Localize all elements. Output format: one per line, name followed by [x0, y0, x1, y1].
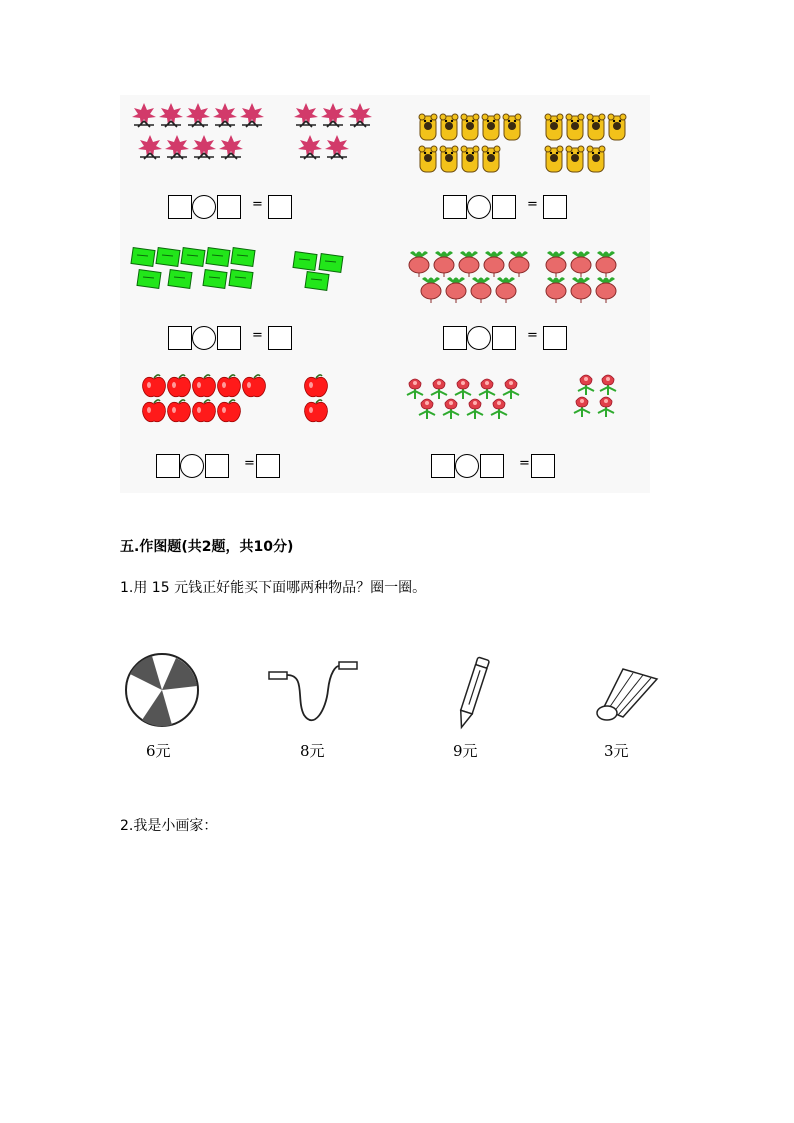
- result-box[interactable]: [256, 454, 280, 478]
- operator-circle[interactable]: [180, 454, 204, 478]
- equation-blank[interactable]: [443, 326, 573, 350]
- section-title: 五.作图题(共2题，共10分): [120, 539, 294, 555]
- answer-box[interactable]: [156, 454, 180, 478]
- answer-box[interactable]: [205, 454, 229, 478]
- question-2-text: 2.我是小画家：: [120, 818, 218, 834]
- equals-sign: =: [252, 328, 263, 343]
- counting-exercise-panel: [120, 95, 650, 493]
- equation-blank[interactable]: [168, 195, 298, 219]
- maple-flower-icons: [294, 101, 379, 163]
- equation-blank[interactable]: [431, 454, 561, 478]
- bear-group-large: [418, 113, 528, 177]
- radish-icons: [407, 251, 542, 305]
- maple-flower-group-large: [132, 101, 272, 163]
- item-shuttlecock[interactable]: [593, 665, 663, 727]
- answer-box[interactable]: [431, 454, 455, 478]
- jump-rope-icon: [266, 660, 361, 726]
- equals-sign: =: [527, 197, 538, 212]
- operator-circle[interactable]: [467, 326, 491, 350]
- result-box[interactable]: [543, 326, 567, 350]
- price-shuttlecock: 3元: [604, 742, 629, 760]
- operator-circle[interactable]: [192, 326, 216, 350]
- apple-group-small: [304, 374, 334, 424]
- answer-box[interactable]: [443, 326, 467, 350]
- apple-icons: [142, 374, 272, 424]
- item-pen[interactable]: [452, 655, 492, 739]
- answer-box[interactable]: [217, 195, 241, 219]
- equals-sign: =: [519, 456, 530, 471]
- maple-flower-group-small: [294, 101, 379, 163]
- answer-box[interactable]: [480, 454, 504, 478]
- maple-flower-icons: [132, 101, 272, 163]
- result-box[interactable]: [531, 454, 555, 478]
- book-icons: [132, 249, 262, 297]
- equals-sign: =: [527, 328, 538, 343]
- result-box[interactable]: [268, 326, 292, 350]
- bear-group-small: [544, 113, 634, 177]
- flower-group-large: [405, 377, 535, 423]
- price-jump-rope: 8元: [300, 742, 325, 760]
- answer-box[interactable]: [492, 195, 516, 219]
- pen-icon: [452, 655, 492, 735]
- radish-icons: [544, 251, 634, 305]
- equation-blank[interactable]: [168, 326, 298, 350]
- shuttlecock-icon: [593, 665, 663, 723]
- book-group-large: [132, 249, 262, 297]
- answer-box[interactable]: [443, 195, 467, 219]
- price-pen: 9元: [453, 742, 478, 760]
- answer-box[interactable]: [168, 195, 192, 219]
- operator-circle[interactable]: [455, 454, 479, 478]
- flower-icons: [405, 377, 535, 423]
- bear-icons: [544, 113, 634, 177]
- result-box[interactable]: [268, 195, 292, 219]
- operator-circle[interactable]: [192, 195, 216, 219]
- answer-box[interactable]: [168, 326, 192, 350]
- item-jump-rope[interactable]: [266, 660, 361, 730]
- equation-blank[interactable]: [156, 454, 286, 478]
- equation-blank[interactable]: [443, 195, 573, 219]
- book-group-small: [294, 253, 354, 295]
- answer-box[interactable]: [217, 326, 241, 350]
- ball-icon: [124, 652, 200, 728]
- question-1-text: 1.用 15 元钱正好能买下面哪两种物品？圈一圈。: [120, 580, 427, 596]
- result-box[interactable]: [543, 195, 567, 219]
- apple-icons: [304, 374, 334, 424]
- radish-group-small: [544, 251, 634, 305]
- equals-sign: =: [252, 197, 263, 212]
- operator-circle[interactable]: [467, 195, 491, 219]
- bear-icons: [418, 113, 528, 177]
- answer-box[interactable]: [492, 326, 516, 350]
- flower-icons: [572, 373, 622, 421]
- book-icons: [294, 253, 354, 295]
- flower-group-small: [572, 373, 622, 421]
- price-ball: 6元: [146, 742, 171, 760]
- radish-group-large: [407, 251, 542, 305]
- apple-group-large: [142, 374, 272, 424]
- equals-sign: =: [244, 456, 255, 471]
- item-ball[interactable]: [124, 652, 200, 732]
